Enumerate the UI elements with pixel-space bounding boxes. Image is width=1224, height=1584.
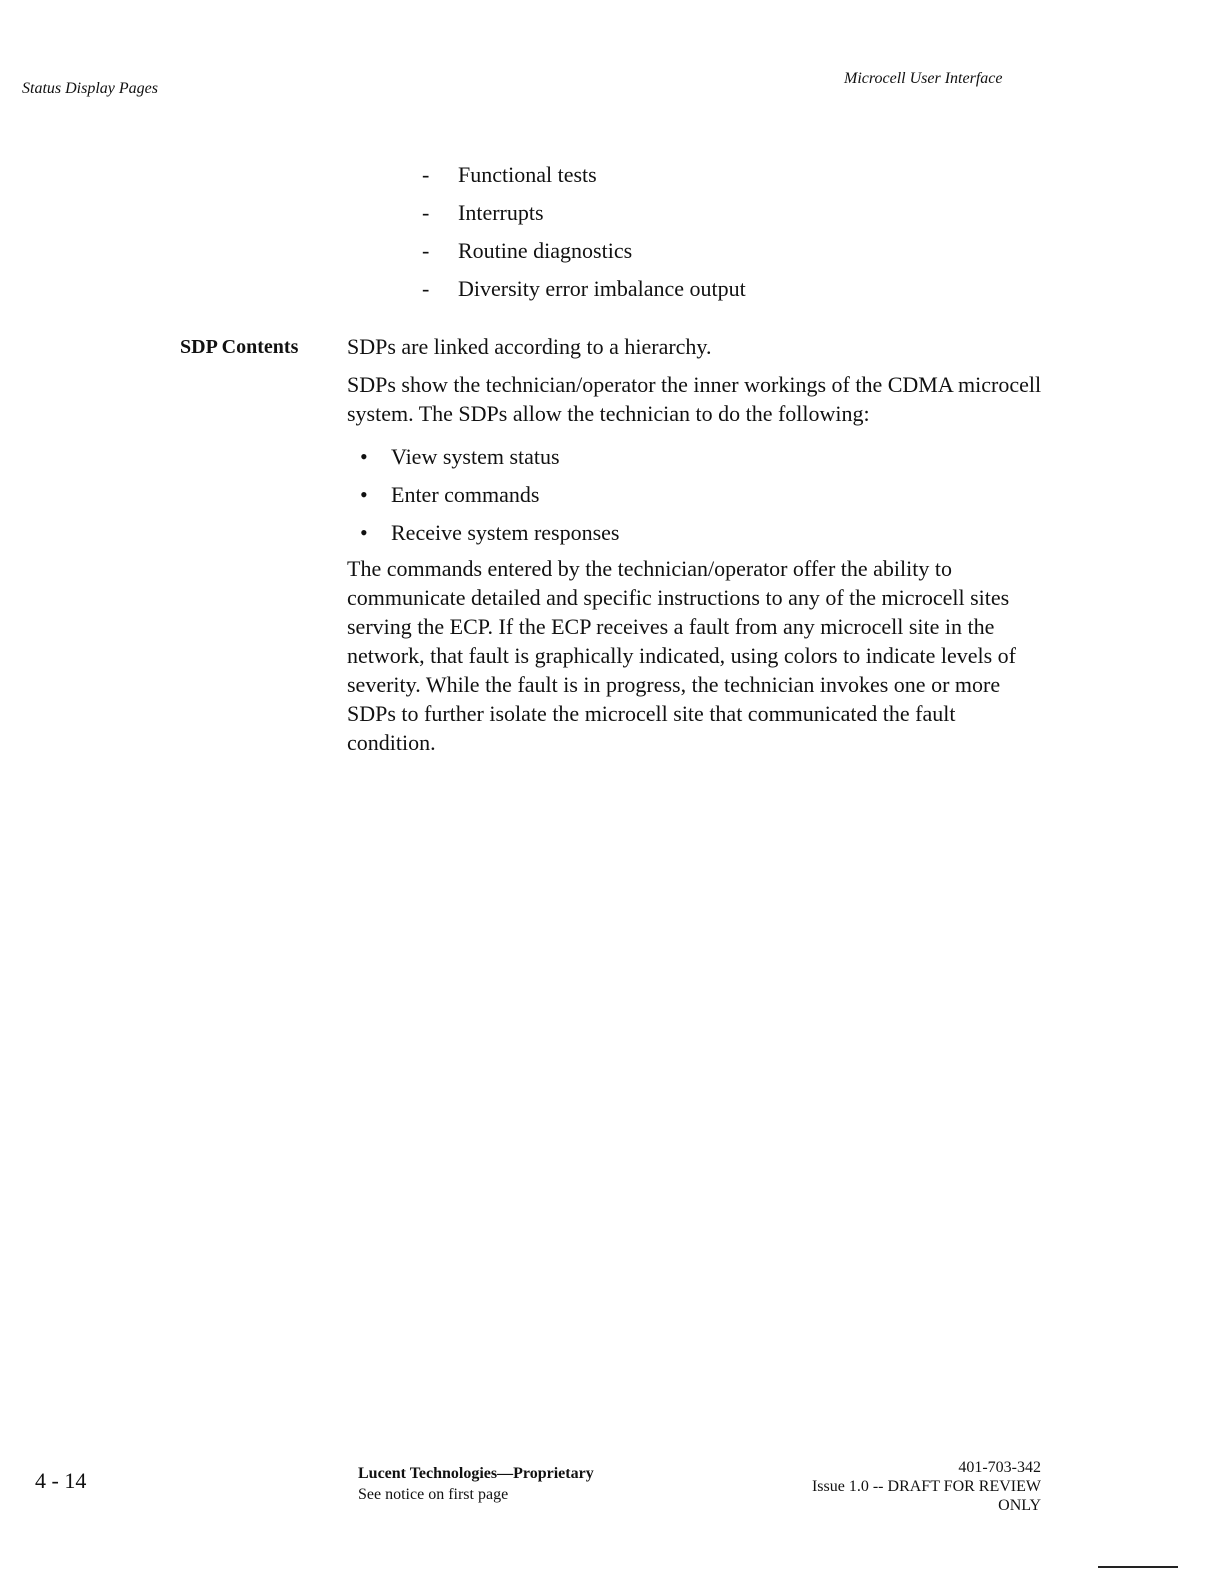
dash-list-item: - Routine diagnostics: [420, 234, 746, 272]
dash-list: [420, 158, 746, 310]
footer-doc-number: 401-703-342: [958, 1459, 1041, 1476]
dash-list-item: - Diversity error imbalance output: [420, 272, 746, 310]
bullet-list-item: • Enter commands: [360, 478, 620, 516]
footer-company: Lucent Technologies—Proprietary: [358, 1465, 594, 1482]
bullet-list-item: • Receive system responses: [360, 516, 620, 554]
page-number: 4 - 14: [35, 1468, 87, 1493]
bullet-list-item: • View system status: [360, 440, 620, 478]
bullet-list: [360, 440, 620, 554]
body-paragraph: SDPs show the technician/operator the inner workings of the CDMA microcell system. The SDPs allow the technician to do the following:: [347, 372, 1042, 426]
footer-issue-cont: ONLY: [998, 1497, 1041, 1514]
running-header-right: Microcell User Interface: [844, 70, 1003, 87]
footer-notice: See notice on first page: [358, 1486, 509, 1503]
dash-list-item: - Functional tests: [420, 158, 746, 196]
body-paragraph: SDPs are linked according to a hierarchy.: [347, 334, 712, 359]
dash-list-item: - Interrupts: [420, 196, 746, 234]
footer-proprietary: [358, 1463, 594, 1505]
body-paragraph: The commands entered by the technician/operator offer the ability to communicate detailed and specific instructions to any of the microcell sites serving the ECP. If the ECP receives a fault from any microcell site in the network, that fault is graphically indicated, using colors to indicate levels of severity. While the fault is in progress, the technician invokes one or more SDPs to further isolate the microcell site that communicated the fault condition.: [347, 556, 1016, 755]
section-heading: SDP Contents: [180, 336, 299, 358]
footer-document-info: [812, 1458, 1041, 1515]
corner-rule: [1098, 1566, 1178, 1568]
footer-issue: Issue 1.0 -- DRAFT FOR REVIEW: [811, 1478, 1041, 1495]
running-header-left: Status Display Pages: [22, 80, 158, 97]
